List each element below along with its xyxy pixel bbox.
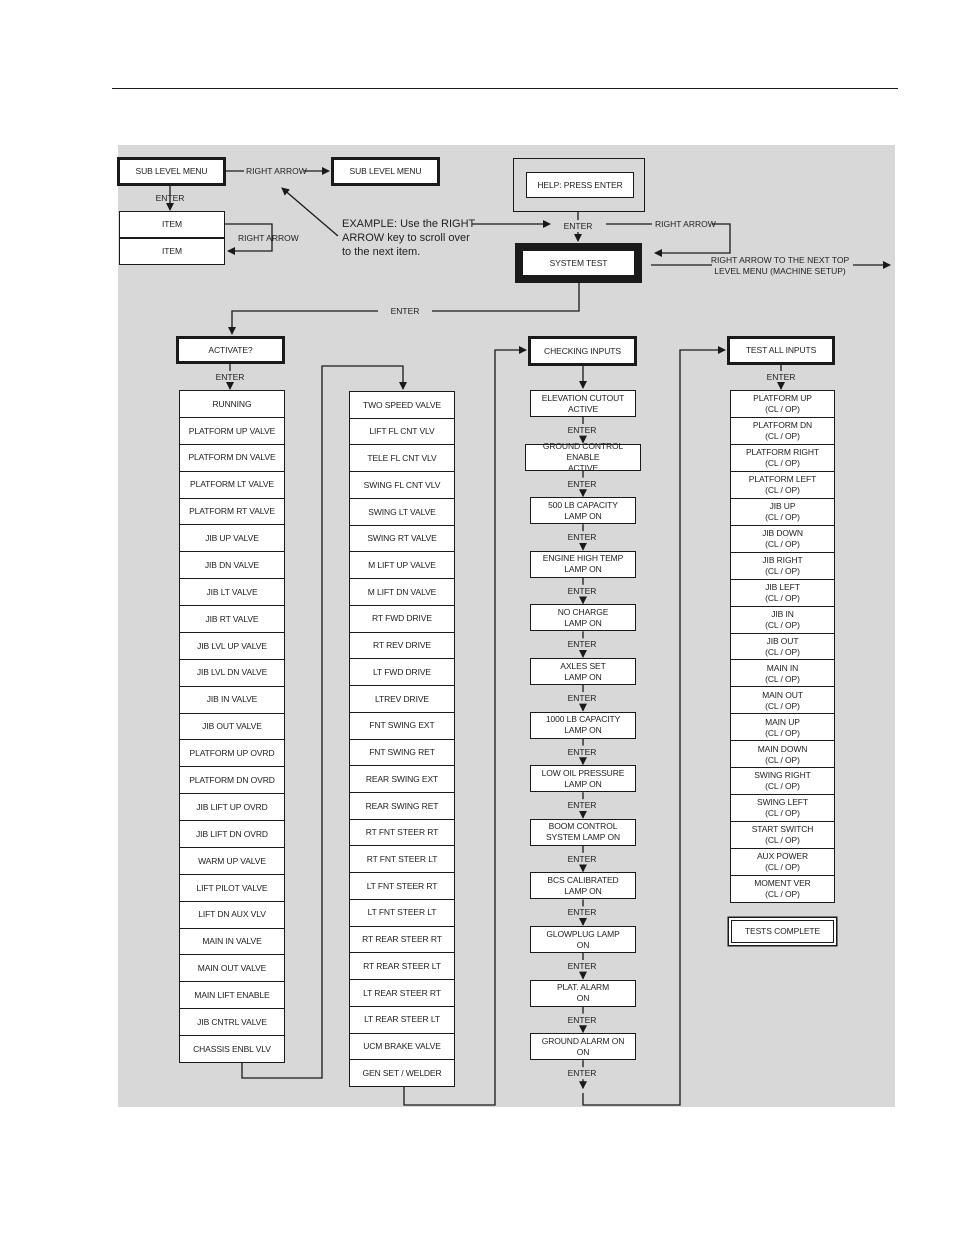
activate-item-lt-fnt-steer-lt: LT FNT STEER LT [349,899,455,927]
activate-item-platform-dn-ovrd: PLATFORM DN OVRD [179,766,285,794]
test-input-jib-left: JIB LEFT (CL / OP) [730,579,835,607]
activate-item-rear-swing-ret: REAR SWING RET [349,792,455,820]
legend-right-arrow-items-label: RIGHT ARROW [238,233,299,243]
activate-item-swing-lt-valve: SWING LT VALVE [349,498,455,526]
test-input-jib-down: JIB DOWN (CL / OP) [730,525,835,553]
enter-label: ENTER [567,800,597,811]
enter-label: ENTER [567,1014,597,1025]
activate-item-jib-lift-dn-ovrd: JIB LIFT DN OVRD [179,820,285,848]
legend-sub-level-menu-right: SUB LEVEL MENU [331,157,440,186]
enter-label: ENTER [567,639,597,650]
legend-right-arrow-label: RIGHT ARROW [246,166,307,176]
test-all-inputs-enter-label: ENTER [766,372,796,382]
activate-item-lt-fnt-steer-rt: LT FNT STEER RT [349,872,455,900]
activate-item-m-lift-dn-valve: M LIFT DN VALVE [349,578,455,606]
activate-item-main-lift-enable: MAIN LIFT ENABLE [179,981,285,1009]
enter-label: ENTER [567,746,597,757]
test-input-jib-right: JIB RIGHT (CL / OP) [730,552,835,580]
checking-item-engine-high-temp: ENGINE HIGH TEMP LAMP ON [530,551,636,578]
activate-item-jib-rt-valve: JIB RT VALVE [179,605,285,633]
test-input-platform-up: PLATFORM UP (CL / OP) [730,390,835,418]
activate-header: ACTIVATE? [176,336,285,364]
activate-enter-label: ENTER [215,372,245,382]
checking-item-low-oil-pressure: LOW OIL PRESSURE LAMP ON [530,765,636,792]
test-input-main-down: MAIN DOWN (CL / OP) [730,740,835,768]
test-input-platform-dn: PLATFORM DN (CL / OP) [730,417,835,445]
test-input-main-in: MAIN IN (CL / OP) [730,659,835,687]
checking-item-no-charge: NO CHARGE LAMP ON [530,604,636,631]
enter-label: ENTER [567,532,597,543]
test-input-jib-up: JIB UP (CL / OP) [730,498,835,526]
tests-complete-box: TESTS COMPLETE [731,920,834,943]
activate-item-lt-rear-steer-lt: LT REAR STEER LT [349,1006,455,1034]
header-rule [112,88,898,89]
test-input-swing-left: SWING LEFT (CL / OP) [730,794,835,822]
activate-item-rt-rear-steer-rt: RT REAR STEER RT [349,926,455,954]
activate-item-lt-rear-steer-rt: LT REAR STEER RT [349,979,455,1007]
activate-item-ltrev-drive: LTREV DRIVE [349,685,455,713]
activate-item-jib-lvl-dn-valve: JIB LVL DN VALVE [179,659,285,687]
checking-item-1000-lb-capacity: 1000 LB CAPACITY LAMP ON [530,712,636,739]
checking-item-ground-alarm-on: GROUND ALARM ON ON [530,1033,636,1060]
activate-item-running: RUNNING [179,390,285,418]
legend-item-1: ITEM [119,211,225,238]
help-box: HELP: PRESS ENTER [526,172,634,198]
checking-item-plat-alarm: PLAT. ALARM ON [530,980,636,1007]
activate-item-chassis-enbl-vlv: CHASSIS ENBL VLV [179,1035,285,1063]
checking-item-axles-set: AXLES SET LAMP ON [530,658,636,685]
activate-item-jib-lift-up-ovrd: JIB LIFT UP OVRD [179,793,285,821]
activate-item-main-in-valve: MAIN IN VALVE [179,928,285,956]
legend-example-note: EXAMPLE: Use the RIGHT ARROW key to scroll over to the next item. [342,218,476,258]
activate-item-tele-fl-cnt-vlv: TELE FL CNT VLV [349,444,455,472]
activate-item-swing-fl-cnt-vlv: SWING FL CNT VLV [349,471,455,499]
test-all-inputs-header: TEST ALL INPUTS [727,336,835,365]
checking-item-ground-control-enable: GROUND CONTROL ENABLE ACTIVE [525,444,641,471]
test-input-platform-left: PLATFORM LEFT (CL / OP) [730,471,835,499]
test-input-aux-power: AUX POWER (CL / OP) [730,848,835,876]
checking-item-glowplug-lamp: GLOWPLUG LAMP ON [530,926,636,953]
activate-item-lift-fl-cnt-vlv: LIFT FL CNT VLV [349,418,455,446]
activate-item-gen-set-welder: GEN SET / WELDER [349,1059,455,1087]
activate-item-platform-lt-valve: PLATFORM LT VALVE [179,471,285,499]
activate-item-jib-up-valve: JIB UP VALVE [179,524,285,552]
system-test-enter-label: ENTER [390,306,420,316]
activate-item-rt-rear-steer-lt: RT REAR STEER LT [349,952,455,980]
test-input-swing-right: SWING RIGHT (CL / OP) [730,767,835,795]
activate-item-platform-up-valve: PLATFORM UP VALVE [179,417,285,445]
activate-item-lift-pilot-valve: LIFT PILOT VALVE [179,874,285,902]
test-input-platform-right: PLATFORM RIGHT (CL / OP) [730,444,835,472]
legend-enter-label: ENTER [155,193,185,203]
checking-item-bcs-calibrated: BCS CALIBRATED LAMP ON [530,872,636,899]
activate-item-rt-fnt-steer-lt: RT FNT STEER LT [349,845,455,873]
checking-item-elevation-cutout: ELEVATION CUTOUT ACTIVE [530,390,636,417]
test-input-main-up: MAIN UP (CL / OP) [730,713,835,741]
system-test-box: SYSTEM TEST [515,243,642,283]
activate-item-platform-dn-valve: PLATFORM DN VALVE [179,444,285,472]
enter-label: ENTER [567,853,597,864]
activate-item-rt-rev-drive: RT REV DRIVE [349,632,455,660]
activate-item-warm-up-valve: WARM UP VALVE [179,847,285,875]
enter-label: ENTER [567,478,597,489]
activate-item-platform-rt-valve: PLATFORM RT VALVE [179,498,285,526]
activate-item-two-speed-valve: TWO SPEED VALVE [349,391,455,419]
activate-item-jib-out-valve: JIB OUT VALVE [179,713,285,741]
activate-item-jib-lvl-up-valve: JIB LVL UP VALVE [179,632,285,660]
activate-item-jib-lt-valve: JIB LT VALVE [179,578,285,606]
activate-item-jib-cntrl-valve: JIB CNTRL VALVE [179,1008,285,1036]
activate-item-ucm-brake-valve: UCM BRAKE VALVE [349,1033,455,1061]
activate-item-rt-fnt-steer-rt: RT FNT STEER RT [349,819,455,847]
activate-item-platform-up-ovrd: PLATFORM UP OVRD [179,739,285,767]
help-right-arrow-label: RIGHT ARROW [655,219,716,229]
test-input-main-out: MAIN OUT (CL / OP) [730,686,835,714]
enter-label: ENTER [567,585,597,596]
test-input-moment-ver: MOMENT VER (CL / OP) [730,875,835,903]
activate-item-jib-in-valve: JIB IN VALVE [179,686,285,714]
help-enter-label: ENTER [563,221,593,231]
legend-item-2: ITEM [119,238,225,265]
activate-item-fnt-swing-ret: FNT SWING RET [349,739,455,767]
next-top-menu-label: RIGHT ARROW TO THE NEXT TOP LEVEL MENU (MACHINE SETUP) [710,255,850,276]
activate-item-fnt-swing-ext: FNT SWING EXT [349,712,455,740]
test-input-jib-in: JIB IN (CL / OP) [730,606,835,634]
activate-item-m-lift-up-valve: M LIFT UP VALVE [349,551,455,579]
activate-item-swing-rt-valve: SWING RT VALVE [349,525,455,553]
legend-sub-level-menu-left: SUB LEVEL MENU [117,157,226,186]
checking-item-500-lb-capacity: 500 LB CAPACITY LAMP ON [530,497,636,524]
enter-label: ENTER [567,1068,597,1079]
activate-item-rear-swing-ext: REAR SWING EXT [349,765,455,793]
checking-inputs-header: CHECKING INPUTS [528,336,637,366]
enter-label: ENTER [567,907,597,918]
checking-item-boom-control: BOOM CONTROL SYSTEM LAMP ON [530,819,636,846]
activate-item-lt-fwd-drive: LT FWD DRIVE [349,658,455,686]
test-input-start-switch: START SWITCH (CL / OP) [730,821,835,849]
enter-label: ENTER [567,693,597,703]
enter-label: ENTER [567,425,597,435]
activate-item-jib-dn-valve: JIB DN VALVE [179,551,285,579]
test-input-jib-out: JIB OUT (CL / OP) [730,633,835,661]
activate-item-rt-fwd-drive: RT FWD DRIVE [349,605,455,633]
activate-item-lift-dn-aux-vlv: LIFT DN AUX VLV [179,901,285,929]
activate-item-main-out-valve: MAIN OUT VALVE [179,954,285,982]
enter-label: ENTER [567,961,597,971]
